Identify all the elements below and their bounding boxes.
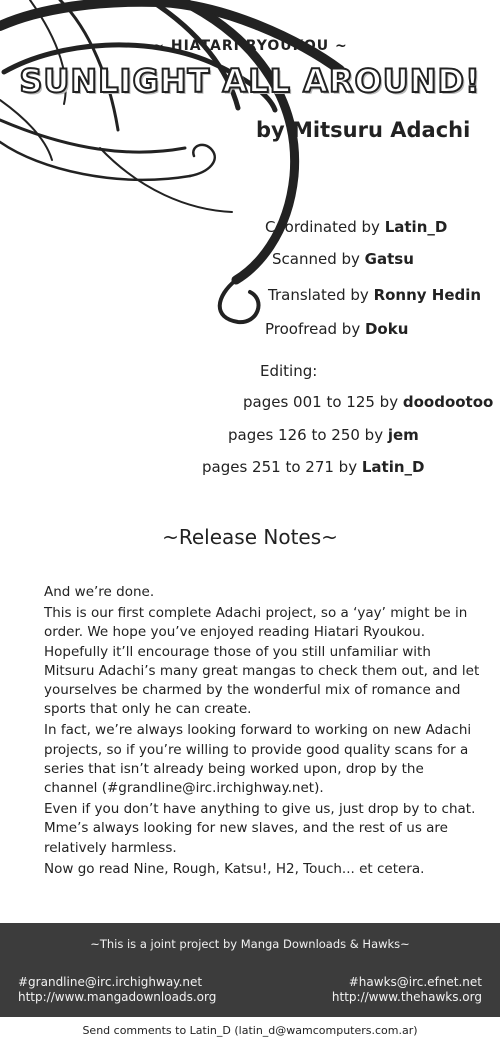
credit-name: jem	[387, 426, 419, 444]
credit-label: Proofread by	[265, 320, 361, 338]
send-comments-line: Send comments to Latin_D (latin_d@wamcomputers.com.ar)	[82, 1024, 418, 1037]
irc-channel: #hawks@irc.efnet.net	[348, 975, 482, 989]
author-line: by Mitsuru Adachi	[256, 118, 471, 142]
credit-name: Ronny Hedin	[373, 286, 482, 304]
credit-coordinated	[265, 218, 447, 236]
release-notes-heading: ~Release Notes~	[162, 525, 338, 549]
credit-scanned	[272, 250, 414, 268]
credit-name: Gatsu	[364, 250, 414, 268]
credit-translated	[268, 286, 481, 304]
credit-label: Scanned by	[272, 250, 360, 268]
footer-banner	[0, 923, 500, 1017]
footer-right-contacts	[332, 975, 482, 1005]
credit-editing-row	[243, 393, 493, 411]
website-link[interactable]: http://www.mangadownloads.org	[18, 990, 217, 1004]
credit-name: doodootoo	[402, 393, 494, 411]
credit-name: Doku	[364, 320, 409, 338]
footer-left-contacts	[18, 975, 216, 1005]
credit-label: Translated by	[268, 286, 369, 304]
credit-label: pages 126 to 250 by	[228, 426, 384, 444]
credit-editing-row	[228, 426, 419, 444]
credit-name: Latin_D	[361, 458, 425, 476]
credit-name: Latin_D	[384, 218, 448, 236]
notes-paragraph: In fact, we’re always looking forward to working on new Adachi projects, so if you’re willing to provide good quality scans for a series that isn’t already being worked upon, drop by the channel (#grandline@irc.irchighway.net).	[44, 722, 472, 797]
notes-paragraph: Now go read Nine, Rough, Katsu!, H2, Touch... et cetera.	[44, 860, 425, 877]
notes-paragraph: This is our first complete Adachi project, so a ‘yay’ might be in order. We hope you’ve enjoyed reading Hiatari Ryoukou. Hopefully it’ll encourage those of you still unfamiliar with Mitsuru Adachi’s many great mangas to check them out, and let yourselves be charmed by the wonderful mix of romance and sports that only he can create.	[44, 605, 480, 718]
release-notes-body	[44, 583, 480, 881]
notes-paragraph: Even if you don’t have anything to give us, just drop by to chat. Mme’s always looking for new slaves, and the rest of us are relatively harmless.	[44, 801, 476, 856]
credit-label: pages 251 to 271 by	[202, 458, 358, 476]
credit-proofread	[265, 320, 408, 338]
notes-paragraph: And we’re done.	[44, 584, 155, 600]
credit-editing-label: Editing:	[260, 362, 318, 380]
credit-editing-row	[202, 458, 424, 476]
credit-label: pages 001 to 125 by	[243, 393, 399, 411]
website-link[interactable]: http://www.thehawks.org	[331, 990, 482, 1004]
irc-channel: #grandline@irc.irchighway.net	[18, 975, 203, 989]
credit-label: Coordinated by	[265, 218, 380, 236]
series-subtitle: ~ HIATARI RYOUKOU ~	[152, 38, 348, 54]
joint-project-line: ~This is a joint project by Manga Downloads & Hawks~	[90, 937, 410, 951]
page-title: SUNLIGHT ALL AROUND!	[19, 62, 481, 100]
